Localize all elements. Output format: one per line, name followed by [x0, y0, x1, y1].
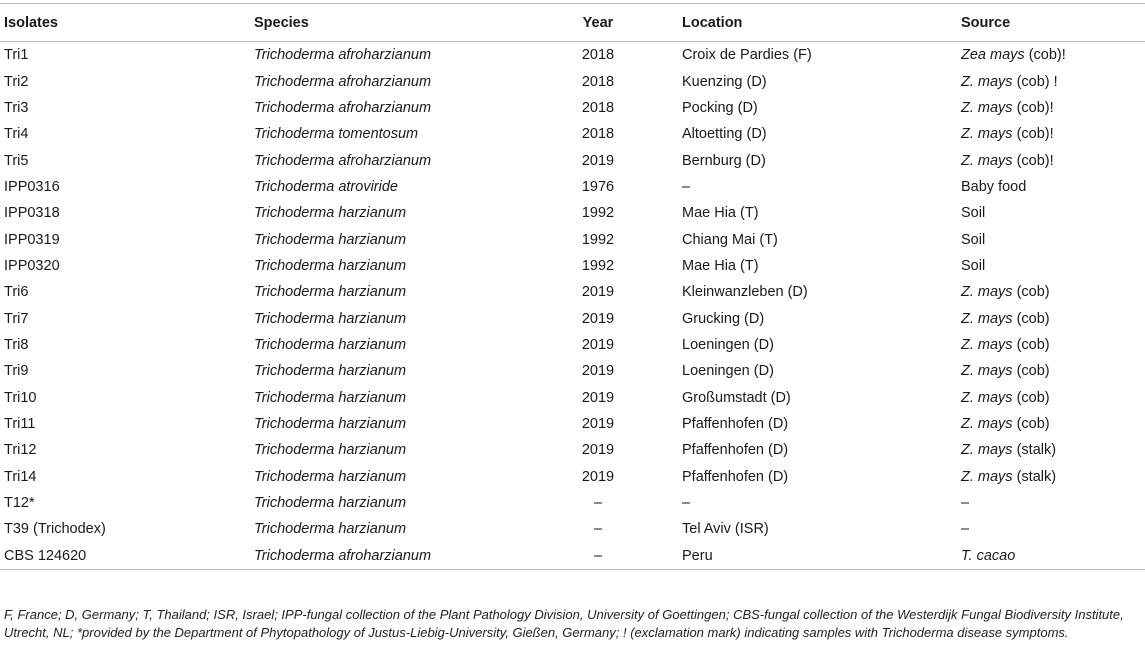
cell-isolate: Tri6 — [4, 284, 29, 301]
cell-location: Loeningen (D) — [682, 336, 774, 353]
cell-location: Peru — [678, 543, 957, 570]
source-detail: Soil — [961, 231, 986, 248]
cell-source — [957, 226, 1145, 252]
cell-location: Altoetting (D) — [682, 126, 767, 143]
cell-source — [957, 253, 1145, 279]
source-host-name: Z. mays — [961, 389, 1013, 406]
cell-year: – — [593, 495, 603, 512]
source-detail: – — [961, 521, 970, 538]
cell-year: 2019 — [581, 363, 615, 380]
cell-species: Trichoderma harzianum — [254, 442, 407, 459]
source-detail: (cob) — [1012, 310, 1050, 327]
cell-year: 2018 — [581, 47, 615, 64]
table-row — [0, 358, 1145, 384]
source-detail: (cob)! — [1024, 47, 1066, 64]
cell-source — [957, 332, 1145, 358]
source-detail: (cob)! — [1012, 99, 1054, 116]
cell-species: Trichoderma harzianum — [254, 205, 407, 222]
table-row — [0, 464, 1145, 490]
cell-location: Mae Hia (T) — [682, 257, 759, 274]
source-detail: (cob) — [1012, 415, 1050, 432]
cell-species: Trichoderma afroharzianum — [254, 47, 432, 64]
source-host-name: Z. mays — [961, 284, 1013, 301]
cell-isolate: Tri8 — [4, 336, 29, 353]
cell-isolate: T39 (Trichodex) — [4, 521, 106, 538]
header-source: Source — [957, 4, 1145, 42]
cell-year: 2019 — [581, 415, 615, 432]
cell-year: 2019 — [581, 152, 615, 169]
table-row — [0, 68, 1145, 94]
cell-isolate: Tri9 — [4, 363, 29, 380]
table-row — [0, 95, 1145, 121]
source-detail: Soil — [961, 205, 986, 222]
cell-isolate: CBS 124620 — [0, 543, 250, 570]
cell-location: Tel Aviv (ISR) — [682, 521, 769, 538]
cell-year: 1992 — [581, 205, 615, 222]
cell-isolate: T12* — [4, 495, 35, 512]
cell-year: 2019 — [581, 442, 615, 459]
table-row — [0, 174, 1145, 200]
source-detail: (stalk) — [1012, 442, 1057, 459]
table-row — [0, 253, 1145, 279]
table-row — [0, 437, 1145, 463]
source-host-name: Z. mays — [961, 310, 1013, 327]
cell-species: Trichoderma atroviride — [254, 178, 398, 195]
cell-species: Trichoderma harzianum — [254, 389, 407, 406]
cell-location: Kuenzing (D) — [682, 73, 767, 90]
table-row — [0, 279, 1145, 305]
header-species: Species — [250, 4, 514, 42]
cell-species: Trichoderma harzianum — [254, 284, 407, 301]
source-host-name: Z. mays — [961, 99, 1013, 116]
source-detail: (cob)! — [1012, 152, 1054, 169]
cell-species: Trichoderma afroharzianum — [250, 543, 514, 570]
cell-year: 2019 — [581, 310, 615, 327]
cell-species: Trichoderma afroharzianum — [254, 99, 432, 116]
cell-isolate: Tri14 — [4, 468, 37, 485]
cell-species: Trichoderma afroharzianum — [254, 73, 432, 90]
table-row — [0, 543, 1145, 570]
cell-source — [957, 200, 1145, 226]
cell-isolate: IPP0319 — [4, 231, 60, 248]
cell-year: – — [593, 521, 603, 538]
cell-isolate: Tri1 — [4, 47, 29, 64]
cell-source — [957, 543, 1145, 570]
cell-source — [957, 95, 1145, 121]
table-row — [0, 226, 1145, 252]
source-detail: (cob) — [1012, 336, 1050, 353]
source-host-name: Z. mays — [961, 73, 1013, 90]
source-host-name: Z. mays — [961, 336, 1013, 353]
source-detail: (cob) ! — [1012, 73, 1058, 90]
cell-isolate: Tri11 — [4, 415, 36, 432]
cell-species: Trichoderma harzianum — [254, 415, 407, 432]
source-detail: Baby food — [961, 178, 1027, 195]
cell-source — [957, 279, 1145, 305]
cell-location: Grucking (D) — [682, 310, 765, 327]
cell-location: Pocking (D) — [682, 99, 758, 116]
cell-source — [957, 305, 1145, 331]
table-row — [0, 490, 1145, 516]
cell-source — [957, 516, 1145, 542]
table-body — [0, 42, 1145, 570]
source-host-name: Z. mays — [961, 126, 1013, 143]
cell-year: 2019 — [581, 284, 615, 301]
cell-source — [957, 42, 1145, 69]
cell-species: Trichoderma harzianum — [254, 336, 407, 353]
cell-location: Großumstadt (D) — [682, 389, 791, 406]
cell-location: – — [682, 178, 691, 195]
cell-species: Trichoderma harzianum — [254, 521, 407, 538]
source-detail: (cob) — [1012, 363, 1050, 380]
cell-species: Trichoderma harzianum — [254, 257, 407, 274]
table-row — [0, 147, 1145, 173]
cell-source — [957, 464, 1145, 490]
cell-year: 2018 — [581, 126, 615, 143]
header-year: Year — [514, 4, 678, 42]
cell-location: – — [682, 495, 691, 512]
source-host-name: Z. mays — [961, 363, 1013, 380]
table-row — [0, 384, 1145, 410]
table-row — [0, 305, 1145, 331]
cell-isolate: Tri10 — [4, 389, 37, 406]
cell-location: Loeningen (D) — [682, 363, 774, 380]
cell-species: Trichoderma harzianum — [254, 310, 407, 327]
cell-year: 2018 — [581, 73, 615, 90]
cell-isolate: IPP0318 — [4, 205, 60, 222]
source-host-name: Z. mays — [961, 468, 1013, 485]
cell-species: Trichoderma harzianum — [254, 468, 407, 485]
source-detail: – — [961, 495, 970, 512]
cell-source — [957, 121, 1145, 147]
cell-isolate: Tri2 — [4, 73, 29, 90]
source-host-name: Zea mays — [961, 47, 1025, 64]
table-footnote: F, France; D, Germany; T, Thailand; ISR, Israel; IPP-fungal collection of the Plant Pathology Division, University of Goettingen; CBS-fungal collection of the Westerdijk Fungal Biodiversity Institute, Utrecht, NL; *provided by the Department of Phytopathology of Justus-Liebig-University, Gießen, Germany; ! (exclamation mark) indicating samples with Trichoderma disease symptoms. — [4, 607, 1124, 640]
cell-location: Kleinwanzleben (D) — [682, 284, 808, 301]
cell-isolate: IPP0320 — [4, 257, 60, 274]
cell-location: Croix de Pardies (F) — [682, 47, 812, 64]
cell-location: Pfaffenhofen (D) — [682, 415, 789, 432]
table-row — [0, 516, 1145, 542]
source-detail: (stalk) — [1012, 468, 1057, 485]
source-host-name: Z. mays — [961, 415, 1013, 432]
cell-year: 2018 — [581, 99, 615, 116]
table-row — [0, 42, 1145, 69]
table-row — [0, 200, 1145, 226]
cell-isolate: IPP0316 — [4, 178, 60, 195]
cell-source — [957, 384, 1145, 410]
cell-source — [957, 174, 1145, 200]
cell-source — [957, 411, 1145, 437]
source-host-name: Z. mays — [961, 152, 1013, 169]
cell-species: Trichoderma tomentosum — [254, 126, 419, 143]
cell-year: 1992 — [581, 231, 615, 248]
isolates-table — [0, 3, 1145, 570]
cell-year: 2019 — [581, 336, 615, 353]
source-detail: (cob) — [1012, 284, 1050, 301]
cell-location: Bernburg (D) — [682, 152, 766, 169]
cell-source — [957, 437, 1145, 463]
cell-location: Mae Hia (T) — [682, 205, 759, 222]
source-host-name: Z. mays — [961, 442, 1013, 459]
source-detail: Soil — [961, 257, 986, 274]
cell-source — [957, 358, 1145, 384]
table-row — [0, 121, 1145, 147]
cell-year: 2019 — [581, 468, 615, 485]
cell-location: Chiang Mai (T) — [682, 231, 778, 248]
cell-year: 2019 — [581, 389, 615, 406]
source-detail: (cob) — [1012, 389, 1050, 406]
cell-location: Pfaffenhofen (D) — [682, 442, 789, 459]
header-row — [0, 4, 1145, 42]
cell-isolate: Tri4 — [4, 126, 29, 143]
cell-source — [957, 147, 1145, 173]
source-detail: (cob)! — [1012, 126, 1054, 143]
cell-isolate: Tri3 — [4, 99, 29, 116]
cell-source — [957, 490, 1145, 516]
header-isolates: Isolates — [0, 4, 250, 42]
cell-species: Trichoderma harzianum — [254, 231, 407, 248]
table-header — [0, 4, 1145, 42]
source-host-name: T. cacao — [961, 547, 1016, 564]
table-row — [0, 332, 1145, 358]
cell-year: – — [514, 543, 678, 570]
cell-isolate: Tri5 — [4, 152, 29, 169]
cell-species: Trichoderma harzianum — [254, 495, 407, 512]
cell-year: 1976 — [581, 178, 615, 195]
table-row — [0, 411, 1145, 437]
cell-isolate: Tri12 — [4, 442, 37, 459]
cell-species: Trichoderma harzianum — [254, 363, 407, 380]
cell-isolate: Tri7 — [4, 310, 29, 327]
cell-source — [957, 68, 1145, 94]
cell-species: Trichoderma afroharzianum — [254, 152, 432, 169]
cell-location: Pfaffenhofen (D) — [682, 468, 789, 485]
header-location: Location — [678, 4, 957, 42]
cell-year: 1992 — [581, 257, 615, 274]
